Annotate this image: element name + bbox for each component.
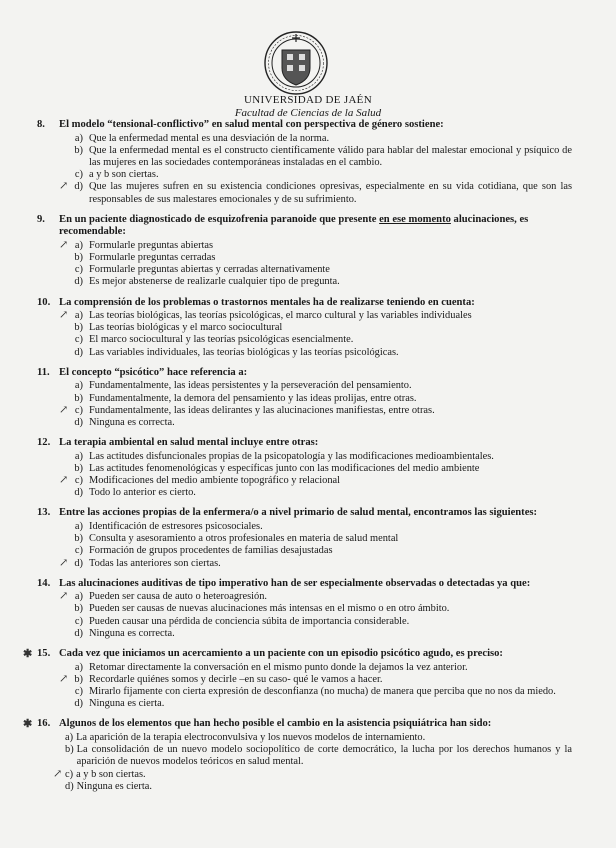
option-letter: c)	[74, 169, 83, 181]
option-letter: d) ↗	[59, 180, 83, 193]
handwritten-check-icon: ↗	[59, 238, 69, 251]
options-list	[37, 732, 572, 793]
question-number: 13.	[37, 507, 51, 519]
option-text: Que la enfermedad mental es el constructo científicamente válido para hablar del malestar emocional y psíquico de las mujeres en las sociedades contemporáneas instaladas en el cambio.	[89, 144, 572, 168]
option-text: a y b son ciertas.	[89, 169, 159, 181]
answer-option-b[interactable]	[37, 674, 572, 686]
answer-option-d[interactable]	[37, 628, 572, 640]
question-text-part: En un paciente diagnosticado de esquizofrenia paranoide que presente	[59, 213, 380, 225]
option-text: Ninguna es correcta.	[89, 416, 175, 428]
answer-option-a[interactable]	[37, 240, 572, 252]
university-name	[0, 94, 616, 106]
option-text: Pueden ser causas de nuevas alucinaciones más intensas en el mismo o en otro ámbito.	[89, 603, 450, 615]
answer-option-a[interactable]	[37, 380, 572, 392]
answer-option-c[interactable]	[37, 334, 572, 346]
option-letter: b)	[74, 144, 83, 156]
option-letter: d)	[74, 416, 83, 428]
options-list	[37, 451, 572, 500]
option-text: Las actitudes fenomenológicas y específicas junto con las modificaciones del medio ambiente	[89, 462, 480, 474]
question-number: 9.	[37, 213, 45, 225]
option-text: Modificaciones del medio ambiente topográfico y relacional	[89, 475, 341, 487]
answer-option-c[interactable]	[37, 475, 572, 487]
option-text: Fundamentalmente, las ideas delirantes y las alucinaciones manifiestas, entre otras.	[89, 404, 435, 416]
options-list	[37, 380, 572, 429]
options-list	[37, 133, 572, 206]
answer-option-c[interactable]	[37, 264, 572, 276]
option-letter: d)	[74, 698, 83, 710]
option-text: Fundamentalmente, la demora del pensamiento y las ideas prolijas, entre otras.	[89, 392, 417, 404]
question-number: 11.	[37, 366, 50, 378]
option-text: Es mejor abstenerse de realizarle cualquier tipo de pregunta.	[89, 276, 340, 288]
option-text: La consolidación de un nuevo modelo sociopolítico de corte democrático, la lucha por los derechos humanos y la aparición de nuevos modelos teóricos en salud mental.	[76, 744, 572, 768]
option-text: Ninguna es cierta.	[76, 780, 152, 792]
option-letter: a)	[74, 520, 83, 532]
university-prefix: UNIVERSIDAD DE	[244, 94, 344, 106]
option-letter: b)	[74, 603, 83, 615]
question-text: Entre las acciones propias de la enfermera/o a nivel primario de salud mental, encontramos las siguientes:	[59, 507, 538, 519]
option-text: Las actitudes disfuncionales propias de la psicopatología y las modificaciones medioambientales.	[89, 450, 494, 462]
handwritten-check-icon: ↗	[59, 672, 69, 685]
option-letter: b)	[74, 251, 83, 263]
faculty-name: Facultad de Ciencias de la Salud	[234, 107, 382, 119]
option-text: Fundamentalmente, las ideas persistentes y la perseveración del pensamiento.	[89, 380, 412, 392]
option-letter: d) ↗	[59, 556, 83, 569]
option-text: Mirarlo fijamente con cierta expresión de desconfianza (no mucha) de manera que perciba que no nos da miedo.	[89, 686, 556, 697]
answer-option-a[interactable]	[37, 521, 572, 533]
option-letter: c)	[74, 615, 83, 627]
option-text: Recordarle quiénes somos y decirle –en su caso- qué le vamos a hacer.	[89, 673, 383, 685]
option-letter: d)	[65, 780, 74, 792]
option-text: Formación de grupos procedentes de familias desajustadas	[89, 545, 333, 557]
options-list	[37, 240, 572, 289]
option-text: Identificación de estresores psicosociales.	[89, 520, 263, 532]
answer-option-b[interactable]	[37, 252, 572, 264]
question-10	[37, 297, 572, 359]
question-14	[37, 578, 572, 640]
option-letter: a) ↗	[59, 309, 83, 322]
option-letter: b)	[74, 462, 83, 474]
option-letter: d)	[74, 346, 83, 358]
options-list	[37, 591, 572, 640]
answer-option-d[interactable]	[37, 347, 572, 359]
answer-option-d[interactable]	[37, 487, 572, 499]
answer-option-b[interactable]	[37, 533, 572, 545]
answer-option-c[interactable]	[37, 545, 572, 557]
option-text: Retomar directamente la conversación en el mismo punto donde la dejamos la vez anterior.	[89, 661, 468, 673]
option-text: Todo lo anterior es cierto.	[89, 487, 196, 499]
question-text: La terapia ambiental en salud mental incluye entre otras:	[59, 437, 319, 449]
option-letter: c) ↗	[59, 474, 83, 487]
option-letter: b)	[74, 533, 83, 545]
answer-option-c[interactable]	[37, 769, 572, 781]
option-text: La aparición de la terapia electroconvulsiva y los nuevos modelos de internamiento.	[76, 731, 426, 743]
handwritten-check-icon: ↗	[53, 767, 63, 780]
option-letter: c) ↗	[59, 403, 83, 416]
answer-option-a[interactable]	[37, 133, 572, 145]
university-seal-icon	[263, 30, 329, 96]
question-15	[23, 648, 572, 710]
answer-option-b[interactable]	[37, 603, 572, 615]
handwritten-check-icon: ↗	[59, 403, 69, 416]
answer-option-d[interactable]	[37, 276, 572, 288]
answer-option-d[interactable]	[37, 781, 572, 793]
question-8	[37, 119, 572, 206]
answer-option-a[interactable]	[37, 451, 572, 463]
answer-option-c[interactable]	[37, 686, 572, 698]
option-letter: b)	[65, 744, 74, 756]
question-number: 16.	[37, 718, 51, 730]
answer-option-a[interactable]	[37, 662, 572, 674]
question-text: Las alucinaciones auditivas de tipo imperativo han de ser especialmente observadas o detectadas ya que:	[59, 577, 531, 589]
question-11	[37, 367, 572, 429]
option-letter: a)	[74, 132, 83, 144]
question-text: El concepto “psicótico” hace referencia a:	[59, 366, 248, 378]
option-text: Formularle preguntas abiertas y cerradas alternativamente	[89, 264, 330, 276]
option-text: Que las mujeres sufren en su existencia condiciones opresivas, especialmente en su vida cotidiana, que son las responsables de sus malestares emocionales y de su sufrimiento.	[89, 181, 572, 205]
answer-option-b[interactable]	[37, 463, 572, 475]
question-text	[59, 214, 572, 239]
question-16	[23, 718, 572, 793]
question-text-part: alucinaciones, es recomendable:	[59, 213, 529, 238]
question-9	[37, 214, 572, 289]
option-letter: d)	[74, 487, 83, 499]
answer-option-d[interactable]	[37, 181, 572, 205]
answer-option-b[interactable]	[37, 744, 572, 768]
option-text: Las variables individuales, las teorías biológicas y las teorías psicológicas.	[89, 346, 399, 358]
option-letter: a) ↗	[59, 590, 83, 603]
option-letter: a) ↗	[59, 238, 83, 251]
option-letter: b)	[74, 322, 83, 334]
university-city: JAÉN	[343, 94, 372, 106]
handwritten-check-icon: ↗	[59, 474, 69, 487]
question-number: 15.	[37, 648, 51, 660]
answer-option-a[interactable]	[37, 310, 572, 322]
answer-option-c[interactable]	[37, 405, 572, 417]
answer-option-b[interactable]	[37, 145, 572, 169]
option-text: Que la enfermedad mental es una desviación de la norma.	[89, 132, 330, 144]
option-text: Ninguna es cierta.	[89, 698, 165, 710]
answer-option-d[interactable]	[37, 698, 572, 710]
question-text-underlined: en ese momento	[379, 213, 451, 225]
question-title	[37, 214, 572, 239]
question-title	[37, 578, 572, 591]
question-text: Algunos de los elementos que han hecho posible el cambio en la asistencia psiquiátrica han sido:	[59, 718, 492, 730]
option-letter: d)	[74, 627, 83, 639]
question-number: 12.	[37, 437, 51, 449]
option-letter: b) ↗	[59, 672, 83, 685]
questions-list	[23, 119, 572, 801]
option-letter: a)	[74, 661, 83, 673]
question-12	[37, 437, 572, 499]
margin-asterisk-icon: ✱	[23, 718, 33, 731]
answer-option-c[interactable]	[37, 616, 572, 628]
handwritten-check-icon: ↗	[59, 309, 69, 322]
question-13	[37, 507, 572, 569]
handwritten-check-icon: ↗	[59, 590, 69, 603]
question-title	[37, 367, 572, 380]
handwritten-check-icon: ↗	[59, 180, 69, 193]
question-title	[37, 437, 572, 450]
option-text: Pueden causar una pérdida de conciencia súbita de importancia considerable.	[89, 615, 410, 627]
question-number: 10.	[37, 296, 51, 308]
question-title	[23, 648, 572, 661]
question-title	[37, 119, 572, 132]
option-letter: c)	[74, 334, 83, 346]
option-text: Ninguna es correcta.	[89, 627, 175, 639]
option-text: Las teorías biológicas y el marco sociocultural	[89, 322, 283, 334]
answer-option-a[interactable]	[37, 732, 572, 744]
answer-option-c[interactable]	[37, 169, 572, 181]
option-letter: c)	[74, 686, 83, 697]
options-list	[37, 310, 572, 359]
option-text: El marco sociocultural y las teorías psicológicas esencialmente.	[89, 334, 354, 346]
answer-option-a[interactable]	[37, 591, 572, 603]
option-letter: a)	[74, 380, 83, 392]
option-text: Formularle preguntas abiertas	[89, 239, 214, 251]
question-title	[37, 507, 572, 520]
option-letter: d)	[74, 276, 83, 288]
question-title	[37, 297, 572, 310]
option-letter: c)	[74, 545, 83, 557]
answer-option-d[interactable]	[37, 417, 572, 429]
question-text: Cada vez que iniciamos un acercamiento a un paciente con un episodio psicótico agudo, es preciso:	[59, 648, 503, 660]
question-text: El modelo “tensional-conflictivo” en salud mental con perspectiva de género sostiene:	[59, 119, 444, 130]
option-text: Consulta y asesoramiento a otros profesionales en materia de salud mental	[89, 533, 399, 545]
answer-option-b[interactable]	[37, 393, 572, 405]
options-list	[37, 521, 572, 570]
question-number: 8.	[37, 119, 45, 130]
question-number: 14.	[37, 577, 51, 589]
answer-option-b[interactable]	[37, 322, 572, 334]
option-text: Formularle preguntas cerradas	[89, 251, 216, 263]
option-letter: a)	[74, 450, 83, 462]
option-letter: c) ↗	[53, 767, 74, 780]
option-letter: a)	[65, 731, 74, 743]
option-text: Todas las anteriores son ciertas.	[89, 557, 221, 569]
margin-asterisk-icon: ✱	[23, 648, 33, 661]
question-text: La comprensión de los problemas o trastornos mentales ha de realizarse teniendo en cuenta:	[59, 296, 475, 308]
option-text: Pueden ser causa de auto o heteroagresión.	[89, 591, 268, 603]
option-letter: c)	[74, 264, 83, 276]
option-letter: b)	[74, 392, 83, 404]
handwritten-check-icon: ↗	[59, 556, 69, 569]
question-title	[23, 718, 572, 731]
answer-option-d[interactable]	[37, 558, 572, 570]
options-list	[37, 662, 572, 711]
option-text: Las teorías biológicas, las teorías psicológicas, el marco cultural y las variables individuales	[89, 310, 472, 322]
option-text: a y b son ciertas.	[76, 768, 146, 780]
